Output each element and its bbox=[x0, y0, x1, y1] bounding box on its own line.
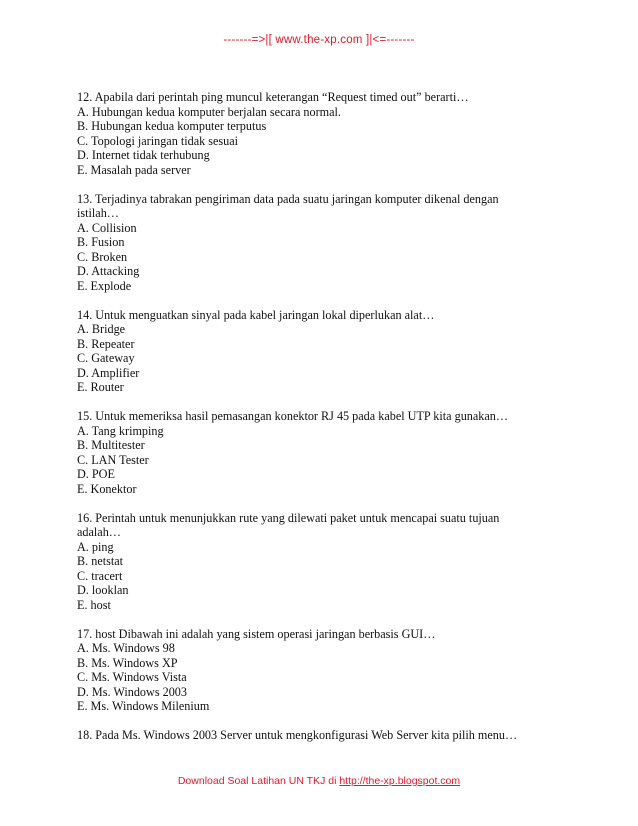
option-c: C. Topologi jaringan tidak sesuai bbox=[77, 133, 239, 148]
page-header: -------=>|[ www.the-xp.com ]|<=------- bbox=[223, 34, 415, 46]
question-17 bbox=[77, 627, 557, 714]
option-d: D. Amplifier bbox=[77, 365, 140, 380]
option-d: D. POE bbox=[77, 467, 115, 481]
question-15 bbox=[77, 409, 557, 496]
footer-link[interactable]: http://the-xp.blogspot.com bbox=[339, 775, 461, 787]
option-a: A. ping bbox=[77, 539, 114, 554]
option-b: B. Repeater bbox=[77, 336, 135, 351]
option-b: B. Hubungan kedua komputer terputus bbox=[77, 119, 267, 133]
question-13 bbox=[77, 192, 557, 294]
option-a: A. Hubungan kedua komputer berjalan secara normal. bbox=[77, 104, 341, 119]
option-e: E. Konektor bbox=[77, 481, 137, 496]
question-text: 14. Untuk menguatkan sinyal pada kabel jaringan lokal diperlukan alat… bbox=[77, 307, 435, 322]
question-14 bbox=[77, 308, 557, 395]
option-c: C. Gateway bbox=[77, 351, 135, 365]
option-a: A. Ms. Windows 98 bbox=[77, 641, 175, 655]
option-a: A. Bridge bbox=[77, 322, 126, 336]
option-c: C. LAN Tester bbox=[77, 452, 149, 467]
question-18 bbox=[77, 728, 557, 743]
option-d: D. Attacking bbox=[77, 264, 140, 278]
question-list bbox=[77, 90, 557, 757]
question-text: 16. Perintah untuk menunjukkan rute yang dilewati paket untuk mencapai suatu tujuan adalah… bbox=[77, 510, 500, 539]
option-b: B. Ms. Windows XP bbox=[77, 655, 178, 670]
option-a: A. Tang krimping bbox=[77, 423, 164, 438]
question-text: 17. host Dibawah ini adalah yang sistem operasi jaringan berbasis GUI… bbox=[77, 626, 436, 641]
question-text: 18. Pada Ms. Windows 2003 Server untuk mengkonfigurasi Web Server kita pilih menu… bbox=[77, 728, 518, 742]
option-c: C. Ms. Windows Vista bbox=[77, 670, 187, 684]
page-footer bbox=[0, 775, 638, 787]
option-b: B. netstat bbox=[77, 554, 124, 568]
question-12 bbox=[77, 90, 557, 177]
option-d: D. Internet tidak terhubung bbox=[77, 148, 210, 162]
option-d: D. looklan bbox=[77, 583, 129, 597]
footer-prefix: Download Soal Latihan UN TKJ di bbox=[177, 775, 340, 787]
question-16 bbox=[77, 511, 557, 613]
question-text: 12. Apabila dari perintah ping muncul keterangan “Request timed out” berarti… bbox=[77, 90, 469, 104]
option-e: E. Ms. Windows Milenium bbox=[77, 699, 210, 713]
question-text: 13. Terjadinya tabrakan pengiriman data pada suatu jaringan komputer dikenal dengan istilah… bbox=[77, 191, 499, 220]
option-e: E. Masalah pada server bbox=[77, 162, 191, 177]
option-e: E. host bbox=[77, 597, 111, 612]
option-b: B. Multitester bbox=[77, 438, 145, 452]
option-a: A. Collision bbox=[77, 220, 137, 235]
question-text: 15. Untuk memeriksa hasil pemasangan konektor RJ 45 pada kabel UTP kita gunakan… bbox=[77, 409, 509, 423]
option-e: E. Router bbox=[77, 380, 124, 394]
option-e: E. Explode bbox=[77, 278, 132, 293]
option-d: D. Ms. Windows 2003 bbox=[77, 684, 187, 699]
option-c: C. Broken bbox=[77, 249, 128, 264]
option-b: B. Fusion bbox=[77, 235, 125, 249]
option-c: C. tracert bbox=[77, 568, 123, 583]
